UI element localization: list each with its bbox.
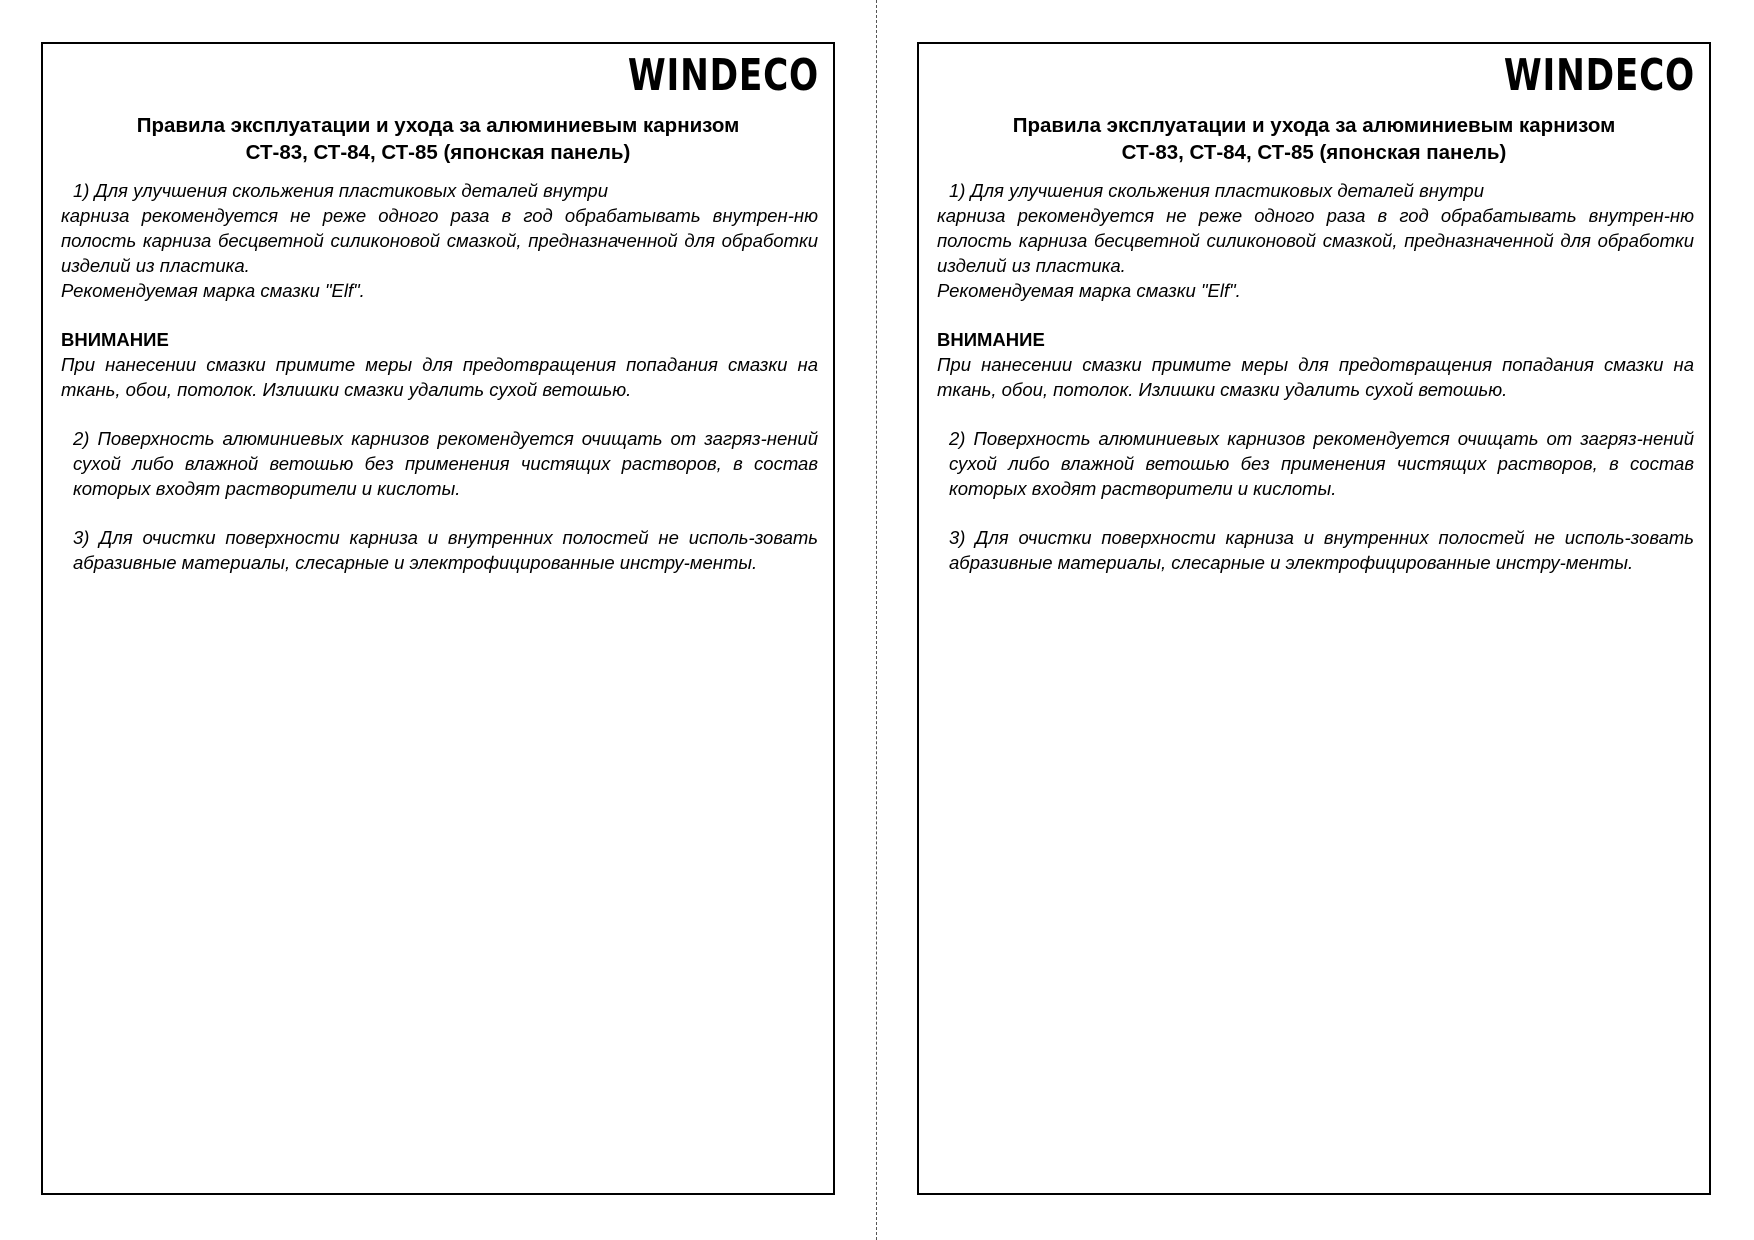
brand-logo: WINDECO xyxy=(627,50,819,101)
title-line-2: СТ-83, СТ-84, СТ-85 (японская панель) xyxy=(1121,141,1507,164)
paragraph-1-lead: 1) Для улучшения скольжения пластиковых деталей внутри xyxy=(73,180,608,201)
attention-heading: ВНИМАНИЕ xyxy=(937,329,1045,350)
instructions-body xyxy=(61,178,818,575)
title-line-1: Правила эксплуатации и ухода за алюминиевым карнизом xyxy=(136,114,740,137)
instruction-card-left xyxy=(41,42,835,1195)
attention-text: При нанесении смазки примите меры для предотвращения попадания смазки на ткань, обои, потолок. Излишки смазки удалить сухой ветошью. xyxy=(937,354,1694,400)
paragraph-1-text: карниза рекомендуется не реже одного раза в год обрабатывать внутрен-ню полость карниза бесцветной силиконовой смазкой, предназначенной для обработки изделий из пластика. xyxy=(61,205,818,276)
title-line-2: СТ-83, СТ-84, СТ-85 (японская панель) xyxy=(245,141,631,164)
instruction-card-right xyxy=(917,42,1711,1195)
paragraph-1-text: карниза рекомендуется не реже одного раза в год обрабатывать внутрен-ню полость карниза бесцветной силиконовой смазкой, предназначенной для обработки изделий из пластика. xyxy=(937,205,1694,276)
attention-heading: ВНИМАНИЕ xyxy=(61,329,169,350)
document-title xyxy=(919,112,1709,166)
paragraph-2: 2) Поверхность алюминиевых карнизов рекомендуется очищать от загряз-нений сухой либо влажной ветошью без применения чистящих растворов, в состав которых входят растворители и кислоты. xyxy=(73,428,818,499)
cut-line-divider xyxy=(876,0,877,1240)
paragraph-3: 3) Для очистки поверхности карниза и внутренних полостей не исполь-зовать абразивные материалы, слесарные и электрофицированные инстру-менты. xyxy=(73,527,818,573)
paragraph-3: 3) Для очистки поверхности карниза и внутренних полостей не исполь-зовать абразивные материалы, слесарные и электрофицированные инстру-менты. xyxy=(949,527,1694,573)
title-line-1: Правила эксплуатации и ухода за алюминиевым карнизом xyxy=(1012,114,1616,137)
paragraph-1-recommendation: Рекомендуемая марка смазки "Elf". xyxy=(61,280,365,301)
instructions-body xyxy=(937,178,1694,575)
attention-text: При нанесении смазки примите меры для предотвращения попадания смазки на ткань, обои, потолок. Излишки смазки удалить сухой ветошью. xyxy=(61,354,818,400)
document-title xyxy=(43,112,833,166)
paragraph-1-lead: 1) Для улучшения скольжения пластиковых деталей внутри xyxy=(949,180,1484,201)
brand-logo: WINDECO xyxy=(1503,50,1695,101)
paragraph-1-recommendation: Рекомендуемая марка смазки "Elf". xyxy=(937,280,1241,301)
paragraph-2: 2) Поверхность алюминиевых карнизов рекомендуется очищать от загряз-нений сухой либо влажной ветошью без применения чистящих растворов, в состав которых входят растворители и кислоты. xyxy=(949,428,1694,499)
